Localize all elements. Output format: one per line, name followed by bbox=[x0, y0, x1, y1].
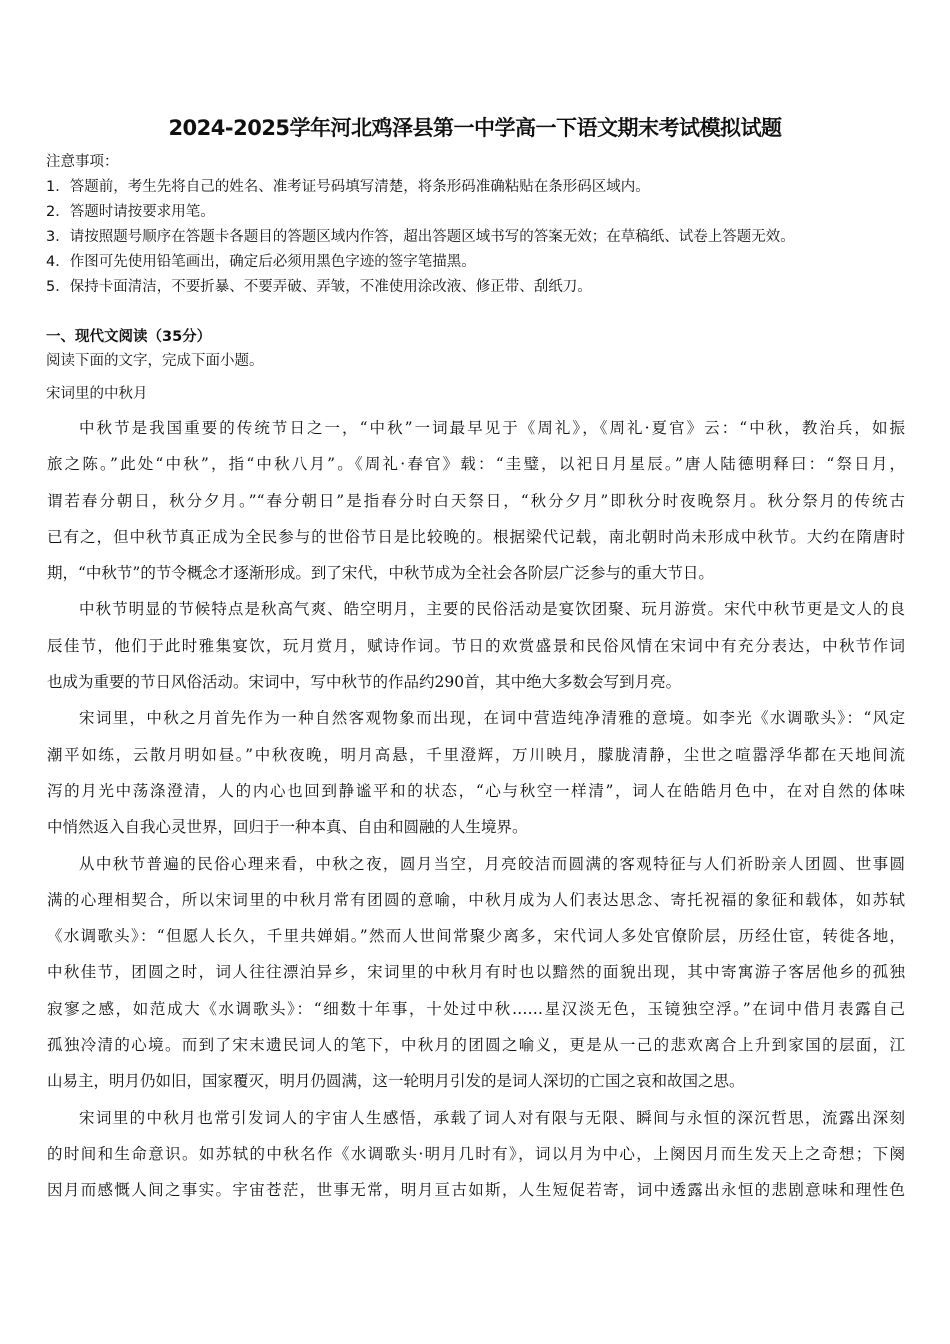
section-heading: 一、现代文阅读（35分） bbox=[46, 329, 212, 345]
article-title: 宋词里的中秋月 bbox=[46, 386, 148, 402]
paragraph-line: 因月而感慨人间之事实。宇宙苍茫，世事无常，明月亘古如斯，人生短促若寄，词中透露出永恒的悲剧意味和理性色 bbox=[47, 1181, 905, 1200]
note-item: 2．答题时请按要求用笔。 bbox=[46, 204, 215, 220]
note-item: 1．答题前，考生先将自己的姓名、准考证号码填写清楚，将条形码准确粘贴在条形码区域内。 bbox=[46, 179, 650, 195]
paragraph-line: 谓若春分朝日，秋分夕月。”“春分朝日”是指春分时白天祭日，“秋分夕月”即秋分时夜晚祭月。秋分祭月的传统古 bbox=[47, 491, 905, 510]
paragraph-line: 中秋佳节，团圆之时，词人往往漂泊异乡，宋词里的中秋月有时也以黯然的面貌出现，其中寄寓游子客居他乡的孤独 bbox=[47, 963, 905, 982]
paragraph-line: 的时间和生命意识。如苏轼的中秋名作《水调歌头·明月几时有》，词以月为中心，上阕因月而生发天上之奇想；下阕 bbox=[47, 1144, 905, 1163]
paragraph-line: 山易主，明月仍如旧，国家覆灭，明月仍圆满，这一轮明月引发的是词人深切的亡国之哀和故国之思。 bbox=[47, 1072, 745, 1091]
article-paragraph bbox=[47, 846, 905, 1100]
paragraph-line: 从中秋节普遍的民俗心理来看，中秋之夜，圆月当空，月亮皎洁而圆满的客观特征与人们祈盼亲人团圆、世事圆 bbox=[79, 854, 905, 873]
note-item: 5．保持卡面清洁，不要折暴、不要弄破、弄皱，不准使用涂改液、修正带、刮纸刀。 bbox=[46, 279, 592, 295]
note-item: 4．作图可先使用铅笔画出，确定后必须用黑色字迹的签字笔描黑。 bbox=[46, 254, 476, 270]
paragraph-line: 辰佳节，他们于此时雅集宴饮，玩月赏月，赋诗作词。节日的欢赏盛景和民俗风情在宋词中有充分表达，中秋节作词 bbox=[47, 636, 905, 655]
paragraph-line: 泻的月光中荡涤澄清，人的内心也回到静谧平和的状态，“心与秋空一样清”，词人在皓皓月色中，在对自然的体味 bbox=[47, 781, 905, 800]
article-paragraph bbox=[47, 700, 905, 845]
paragraph-line: 潮平如练，云散月明如昼。”中秋夜晚，明月高悬，千里澄辉，万川映月，朦胧清静，尘世之喧嚣浮华都在天地间流 bbox=[47, 745, 905, 764]
section-instruction: 阅读下面的文字，完成下面小题。 bbox=[46, 353, 264, 369]
paragraph-line: 已有之，但中秋节真正成为全民参与的世俗节日是比较晚的。根据梁代记载，南北朝时尚未形成中秋节。大约在隋唐时 bbox=[47, 527, 905, 546]
paragraph-line: 中秋节明显的节候特点是秋高气爽、皓空明月，主要的民俗活动是宴饮团聚、玩月游赏。宋代中秋节更是文人的良 bbox=[79, 600, 905, 619]
article-body bbox=[47, 410, 905, 1209]
article-paragraph bbox=[47, 1100, 905, 1209]
paragraph-line: 宋词里的中秋月也常引发词人的宇宙人生感悟，承载了词人对有限与无限、瞬间与永恒的深沉哲思，流露出深刻 bbox=[79, 1108, 905, 1127]
article-paragraph bbox=[47, 410, 905, 591]
paragraph-line: 期，“中秋节”的节令概念才逐渐形成。到了宋代，中秋节成为全社会各阶层广泛参与的重大节日。 bbox=[47, 564, 714, 583]
paragraph-line: 旅之陈。”此处“中秋”，指“中秋八月”。《周礼·春官》载：“圭璧，以祀日月星辰。”唐人陆德明释曰：“祭日月， bbox=[47, 455, 905, 474]
notes-section bbox=[46, 150, 795, 300]
paragraph-line: 中秋节是我国重要的传统节日之一，“中秋”一词最早见于《周礼》，《周礼·夏官》云：“中秋，教治兵，如振 bbox=[79, 419, 905, 437]
paragraph-line: 中悄然返入自我心灵世界，回归于一种本真、自由和圆融的人生境界。 bbox=[47, 818, 528, 837]
paragraph-line: 《水调歌头》：“但愿人长久，千里共婵娟。”然而人世间常聚少离多，宋代词人多处官僚阶层，历经仕宦，转徙各地， bbox=[47, 927, 905, 946]
exam-title: 2024-2025学年河北鸡泽县第一中学高一下语文期末考试模拟试题 bbox=[168, 116, 782, 140]
paragraph-line: 孤独冷清的心境。而到了宋末遗民词人的笔下，中秋月的团圆之喻义，更是从一己的悲欢离合上升到家国的层面，江 bbox=[47, 1036, 905, 1055]
paragraph-line: 宋词里，中秋之月首先作为一种自然客观物象而出现，在词中营造纯净清雅的意境。如李光《水调歌头》：“风定 bbox=[79, 709, 905, 728]
note-item: 3．请按照题号顺序在答题卡各题目的答题区域内作答，超出答题区域书写的答案无效；在草稿纸、试卷上答题无效。 bbox=[46, 229, 795, 245]
paragraph-line: 寂寥之感，如范成大《水调歌头》：“细数十年事，十处过中秋……星汉淡无色，玉镜独空浮。”在词中借月表露自己 bbox=[47, 999, 905, 1018]
paragraph-line: 满的心理相契合，所以宋词里的中秋月常有团圆的意喻，中秋月成为人们表达思念、寄托祝福的象征和载体，如苏轼 bbox=[47, 890, 905, 909]
article-paragraph bbox=[47, 591, 905, 700]
paragraph-line: 也成为重要的节日风俗活动。宋词中，写中秋节的作品约290首，其中绝大多数会写到月亮。 bbox=[47, 673, 682, 692]
notes-heading: 注意事项： bbox=[46, 154, 119, 170]
